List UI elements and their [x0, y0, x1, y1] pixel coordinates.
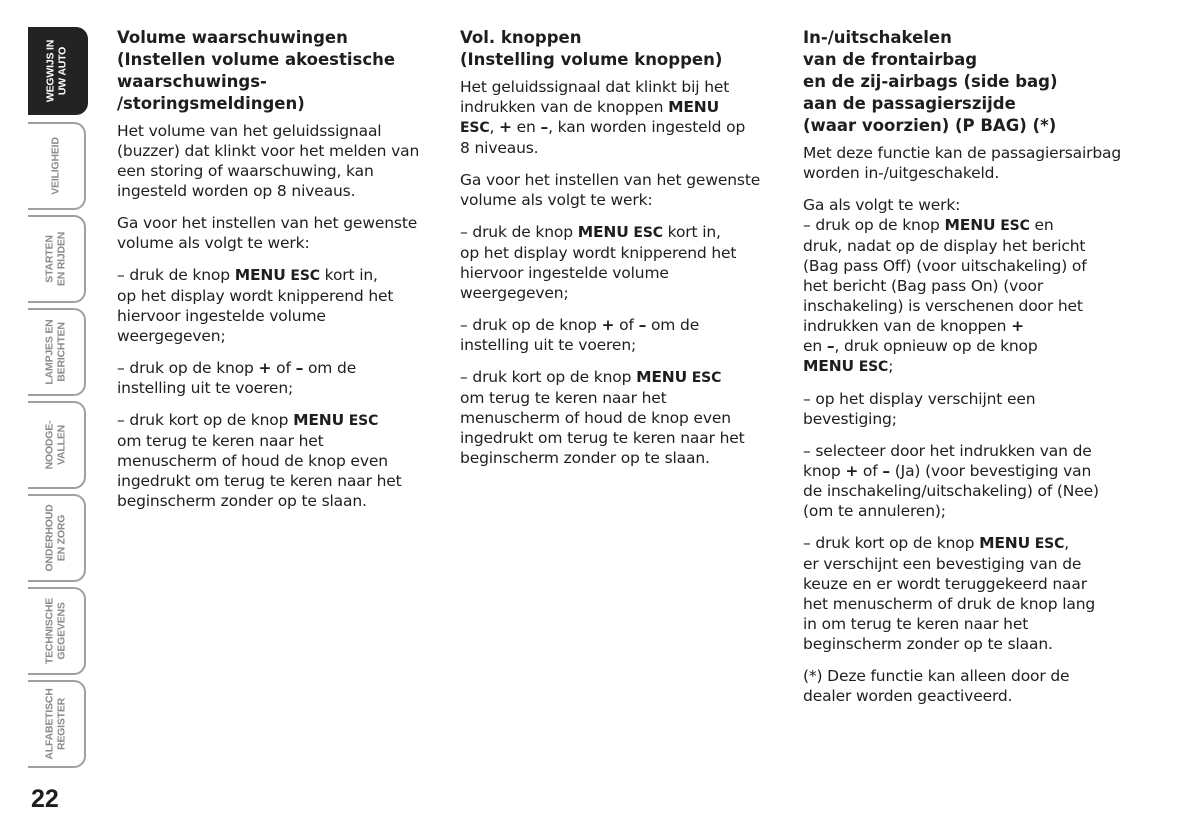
step-paragraph: – druk kort op de knop MENU ESC om terug te keren naar het menuscherm of houd de knop even ingedrukt om terug te keren naar het beginscherm zonder op te slaan. — [117, 411, 402, 510]
paragraph: Met deze functie kan de passagiersairbag worden in-/uitgeschakeld. — [803, 144, 1122, 182]
column-volume-warnings — [117, 27, 437, 523]
page-number: 22 — [31, 785, 59, 813]
tab-technische[interactable] — [28, 587, 86, 675]
step-paragraph: – selecteer door het indrukken van de knop + of – (Ja) (voor bevestiging van de inschakeling/uitschakeling) of (Nee) (om te annuleren); — [803, 442, 1099, 520]
column-button-volume — [460, 27, 780, 480]
tab-label: TECHNISCHE GEGEVENS — [43, 597, 67, 665]
step-paragraph: – druk op de knop + of – om de instelling uit te voeren; — [117, 359, 357, 397]
step-paragraph: – druk kort op de knop MENU ESC om terug te keren naar het menuscherm of houd de knop even ingedrukt om terug te keren naar het beginscherm zonder op te slaan. — [460, 368, 745, 467]
step-paragraph: – op het display verschijnt een bevestiging; — [803, 390, 1036, 428]
tab-label: STARTEN EN RIJDEN — [43, 231, 67, 287]
step-paragraph: – druk op de knop + of – om de instelling uit te voeren; — [460, 316, 700, 354]
section-heading: In-/uitschakelen van de frontairbag en de zij-airbags (side bag) aan de passagierszijde (waar voorzien) (P BAG) (*) — [803, 28, 1058, 135]
tab-label: NOODGE- VALLEN — [43, 420, 67, 470]
tab-label: ALFABETISCH REGISTER — [43, 688, 67, 760]
tab-lampjes[interactable] — [28, 308, 86, 396]
tab-wegwijs[interactable] — [28, 27, 88, 115]
tab-noodgevallen[interactable] — [28, 401, 86, 489]
step-paragraph: – druk kort op de knop MENU ESC, er verschijnt een bevestiging van de keuze en er wordt teruggekeerd naar het menuscherm of druk de knop lang in om terug te keren naar het beginscherm zonder op te slaan. — [803, 534, 1096, 653]
section-heading: Volume waarschuwingen (Instellen volume akoestische waarschuwings- /storingsmeldingen) — [117, 28, 396, 113]
step-paragraph: – druk de knop MENU ESC kort in, op het display wordt knipperend het hiervoor ingestelde volume weergegeven; — [117, 266, 394, 345]
paragraph: Het volume van het geluidssignaal (buzzer) dat klinkt voor het melden van een storing of waarschuwing, kan ingesteld worden op 8 niveaus. — [117, 122, 420, 200]
tab-label: VEILIGHEID — [49, 137, 62, 195]
tab-label: WEGWIJS IN UW AUTO — [44, 39, 68, 103]
column-airbag — [803, 27, 1133, 718]
tab-register[interactable] — [28, 680, 86, 768]
side-tabs — [28, 27, 88, 775]
section-heading: Vol. knoppen (Instelling volume knoppen) — [460, 28, 723, 69]
paragraph: Het geluidssignaal dat klinkt bij het indrukken van de knoppen MENU ESC, + en –, kan worden ingesteld op 8 niveaus. — [460, 78, 746, 157]
footnote: (*) Deze functie kan alleen door de dealer worden geactiveerd. — [803, 667, 1070, 705]
tab-starten[interactable] — [28, 215, 86, 303]
tab-label: ONDERHOUD EN ZORG — [43, 504, 67, 572]
step-paragraph: – druk de knop MENU ESC kort in, op het display wordt knipperend het hiervoor ingestelde volume weergegeven; — [460, 223, 737, 302]
tab-veiligheid[interactable] — [28, 122, 86, 210]
tab-label: LAMPJES EN BERICHTEN — [43, 319, 67, 385]
step-paragraph: Ga als volgt te werk: – druk op de knop MENU ESC en druk, nadat op de display het bericht (Bag pass Off) (voor uitschakeling) of het bericht (Bag pass On) (voor inschakeling) is verschenen door het indrukken van de knoppen + en –, druk opnieuw op de knop MENU ESC; — [803, 196, 1087, 375]
paragraph: Ga voor het instellen van het gewenste volume als volgt te werk: — [117, 214, 418, 252]
paragraph: Ga voor het instellen van het gewenste volume als volgt te werk: — [460, 171, 761, 209]
tab-onderhoud[interactable] — [28, 494, 86, 582]
